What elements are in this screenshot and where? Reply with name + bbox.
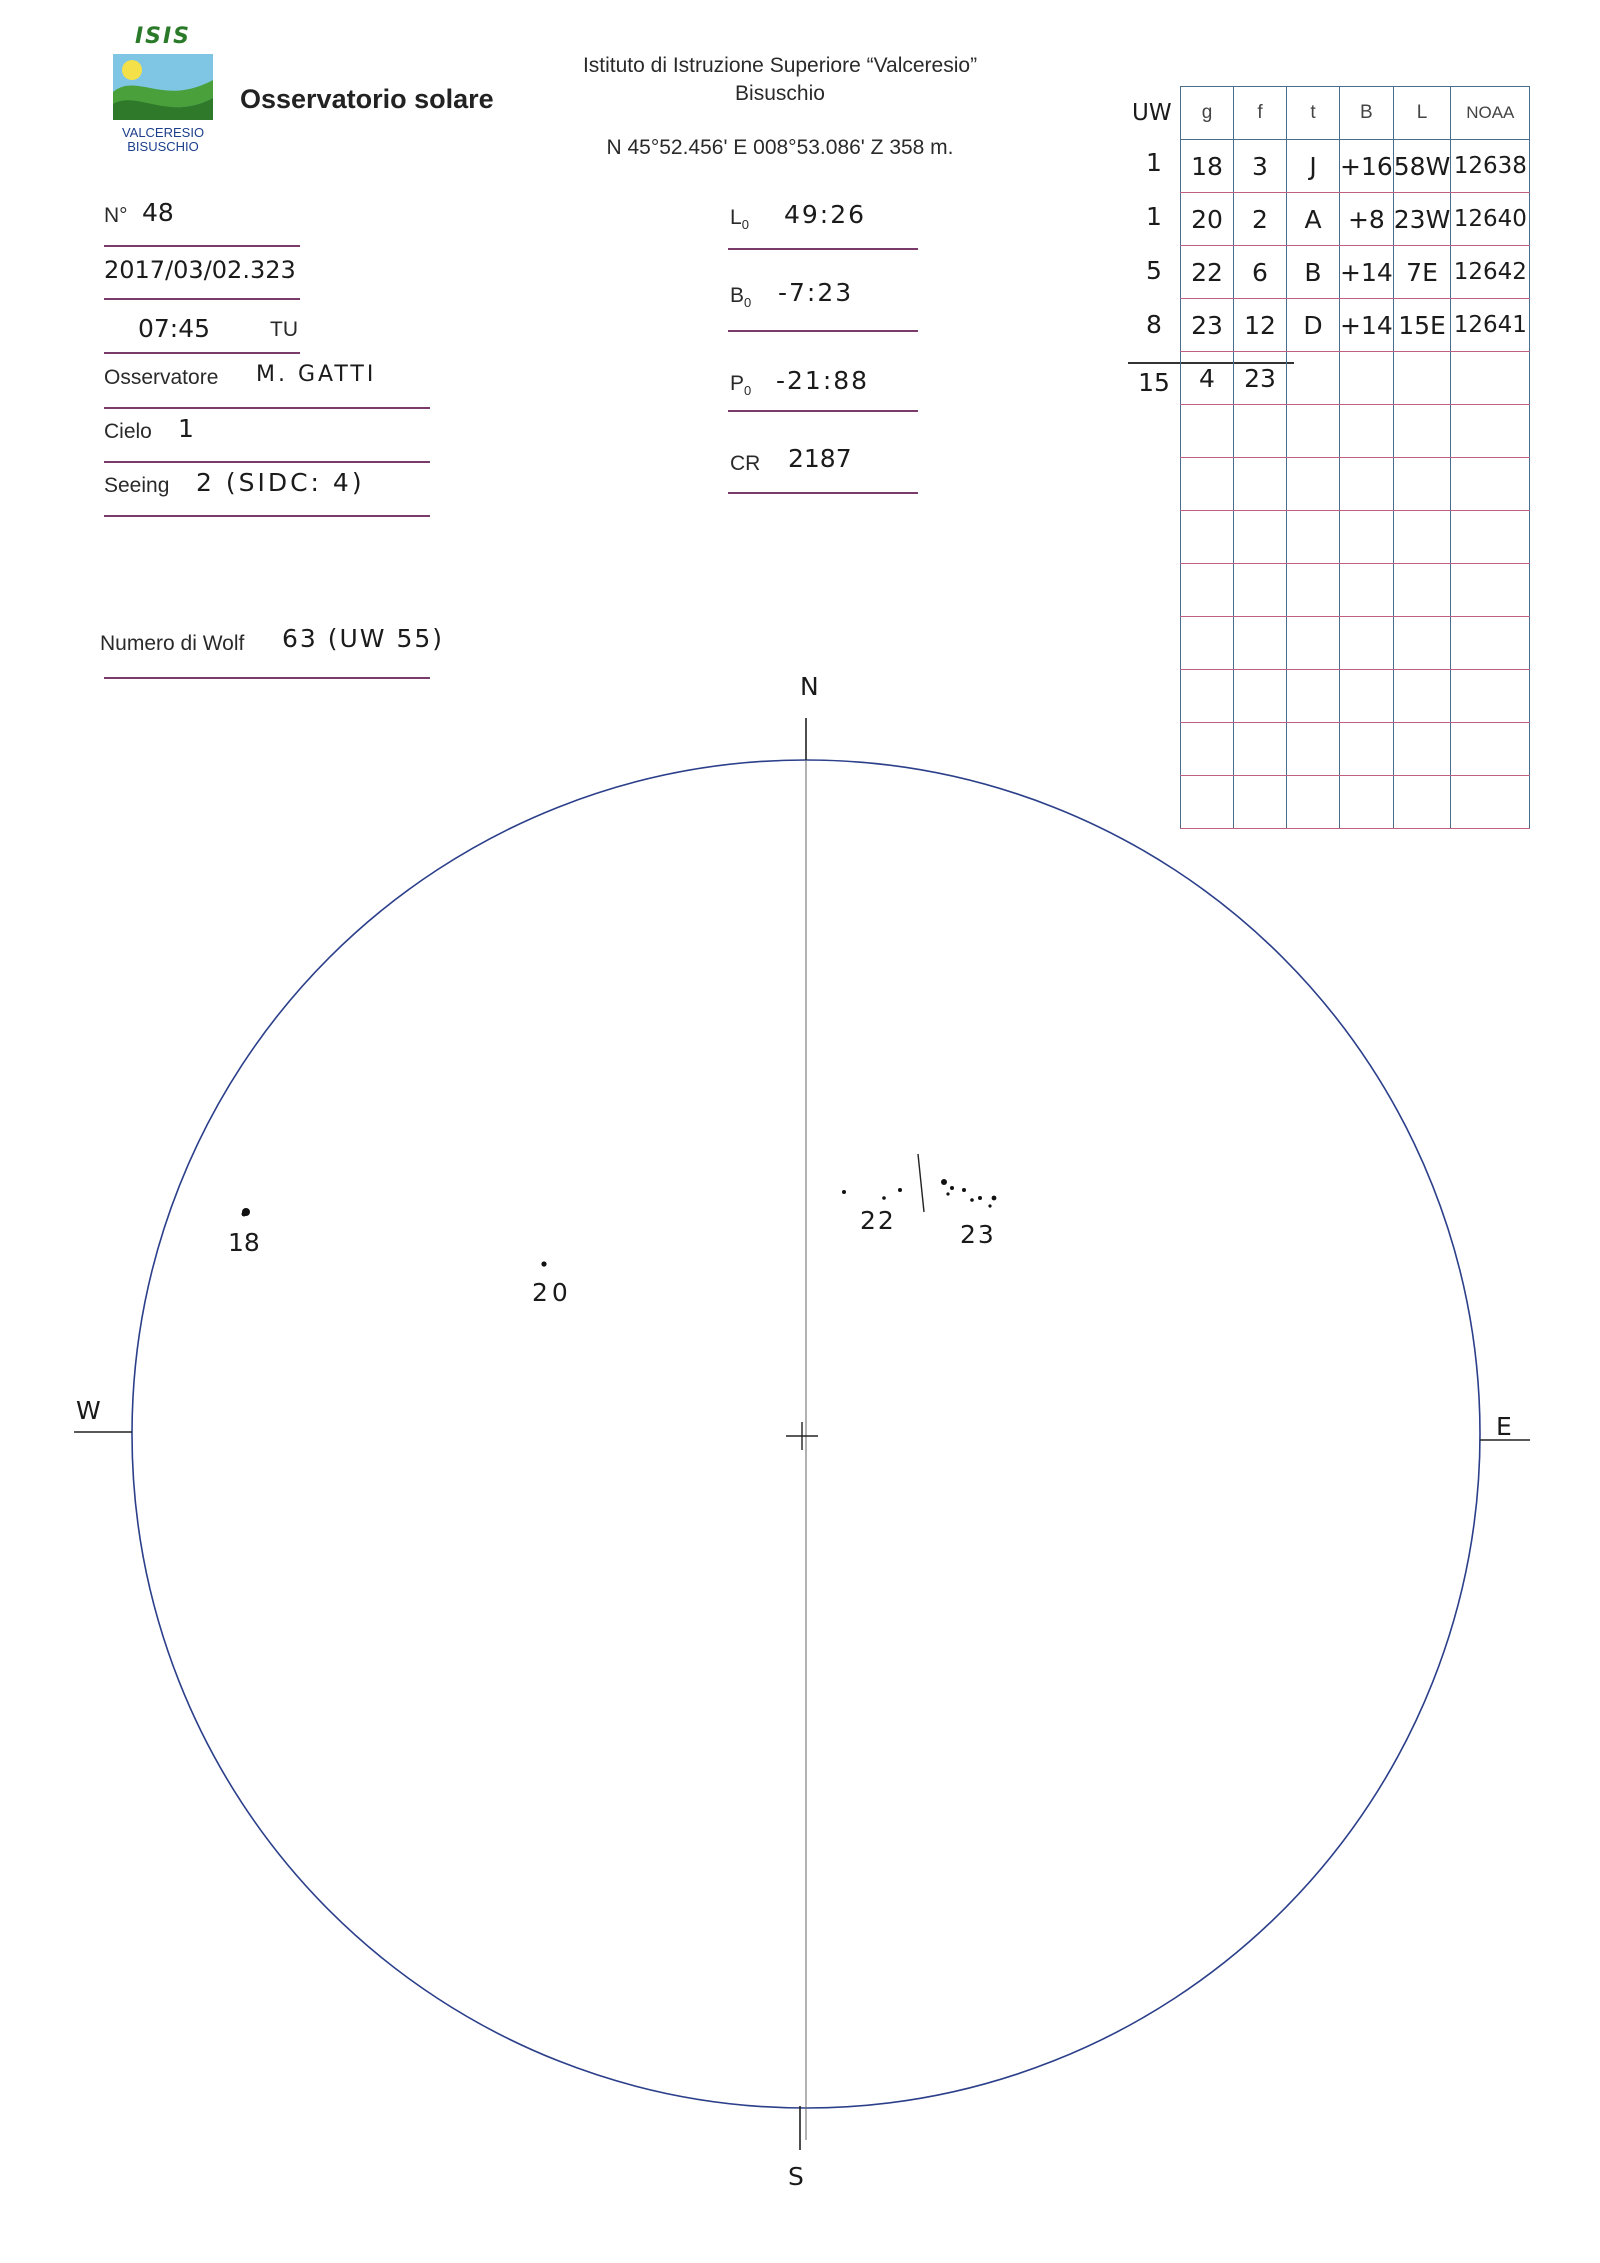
table-cell-g: 22 <box>1181 246 1234 299</box>
uw-value: 5 <box>1146 256 1162 285</box>
b0-label: $B_0$ <box>730 284 752 311</box>
col-header-b: B <box>1340 87 1394 140</box>
spot-label-20: 20 <box>532 1278 572 1307</box>
table-cell-noaa: 12642 <box>1451 246 1530 299</box>
sunspot-dot <box>842 1190 846 1194</box>
sky-label: Cielo <box>104 420 152 443</box>
logo-caption-bisuschio: BISUSCHIO <box>127 139 199 154</box>
table-cell-b: +8 <box>1340 193 1394 246</box>
uw-value: 1 <box>1146 202 1162 231</box>
table-cell-b: +16 <box>1340 140 1394 193</box>
l0-label: $L_0$ <box>730 206 749 233</box>
sunspot-dot <box>950 1186 954 1190</box>
col-header-t: t <box>1287 87 1340 140</box>
sunspot-dot <box>970 1198 974 1202</box>
table-cell-b: +14 <box>1340 246 1394 299</box>
group-divider-mark <box>918 1154 924 1212</box>
col-header-noaa: NOAA <box>1451 87 1530 140</box>
table-cell-t: B <box>1287 246 1340 299</box>
uw-value: 8 <box>1146 310 1162 339</box>
table-cell-g: 23 <box>1181 299 1234 352</box>
table-cell-g: 18 <box>1181 140 1234 193</box>
table-cell-l: 15E <box>1393 299 1451 352</box>
institute-town: Bisuschio <box>735 82 825 105</box>
site-coordinates: N 45°52.456' E 008°53.086' Z 358 m. <box>606 136 954 159</box>
sunspot-dot <box>946 1192 949 1195</box>
table-cell-t: D <box>1287 299 1340 352</box>
sunspot-dot <box>941 1179 947 1185</box>
sunspot-dot <box>992 1196 997 1201</box>
col-header-l: L <box>1393 87 1451 140</box>
table-cell-t: J <box>1287 140 1340 193</box>
table-cell-g: 4 <box>1181 352 1234 405</box>
number-value: 48 <box>142 198 174 227</box>
spot-label-18: 18 <box>228 1228 260 1257</box>
table-cell-t: A <box>1287 193 1340 246</box>
sunspot-dot <box>898 1188 902 1192</box>
number-label: N° <box>104 204 128 227</box>
table-cell-f: 3 <box>1234 140 1287 193</box>
uw-column-label: UW <box>1132 100 1172 126</box>
l0-value: 49:26 <box>784 200 867 229</box>
time-value: 07:45 <box>138 314 211 343</box>
sunspot-dot <box>541 1261 546 1266</box>
time-unit: TU <box>270 318 298 341</box>
cr-label: CR <box>730 452 761 475</box>
sunspot-dot <box>962 1188 966 1192</box>
col-header-g: g <box>1181 87 1234 140</box>
sunspot-dot <box>882 1196 886 1200</box>
table-cell-f: 6 <box>1234 246 1287 299</box>
observer-label: Osservatore <box>104 366 219 389</box>
east-label: E <box>1496 1412 1512 1441</box>
table-cell-l: 23W <box>1393 193 1451 246</box>
cr-value: 2187 <box>788 444 852 473</box>
logo-wordmark: ISIS <box>134 24 192 49</box>
south-label: S <box>788 2162 804 2191</box>
table-cell-l: 58W <box>1393 140 1451 193</box>
table-cell-g: 20 <box>1181 193 1234 246</box>
b0-value: -7:23 <box>778 278 854 307</box>
uw-value: 15 <box>1138 368 1170 397</box>
north-label: N <box>800 672 819 701</box>
table-cell-b: +14 <box>1340 299 1394 352</box>
seeing-label: Seeing <box>104 474 170 497</box>
wolf-label: Numero di Wolf <box>100 632 245 655</box>
p0-label: $P_0$ <box>730 372 752 399</box>
sunspot-dot <box>988 1204 991 1207</box>
date-value: 2017/03/02.323 <box>104 256 296 284</box>
table-cell-f: 2 <box>1234 193 1287 246</box>
p0-value: -21:88 <box>776 366 870 395</box>
uw-value: 1 <box>1146 148 1162 177</box>
observatory-title: Osservatorio solare <box>240 84 494 114</box>
seeing-value: 2 (SIDC: 4) <box>196 468 365 497</box>
table-cell-noaa: 12641 <box>1451 299 1530 352</box>
sunspot-dot <box>978 1196 982 1200</box>
table-cell-l: 7E <box>1393 246 1451 299</box>
sky-value: 1 <box>178 414 194 443</box>
table-cell-noaa: 12640 <box>1451 193 1530 246</box>
col-header-f: f <box>1234 87 1287 140</box>
west-label: W <box>76 1396 101 1425</box>
sunspot-dot <box>242 1212 247 1217</box>
table-cell-noaa: 12638 <box>1451 140 1530 193</box>
observer-value: M. GATTI <box>256 362 377 387</box>
spot-label-22: 22 <box>860 1206 896 1235</box>
spot-label-23: 23 <box>960 1220 996 1249</box>
logo-caption-valceresio: VALCERESIO <box>121 125 205 140</box>
table-cell-f: 12 <box>1234 299 1287 352</box>
table-cell-f: 23 <box>1234 352 1287 405</box>
institute-name: Istituto di Istruzione Superiore “Valceresio” <box>582 54 978 77</box>
wolf-value: 63 (UW 55) <box>282 624 445 653</box>
